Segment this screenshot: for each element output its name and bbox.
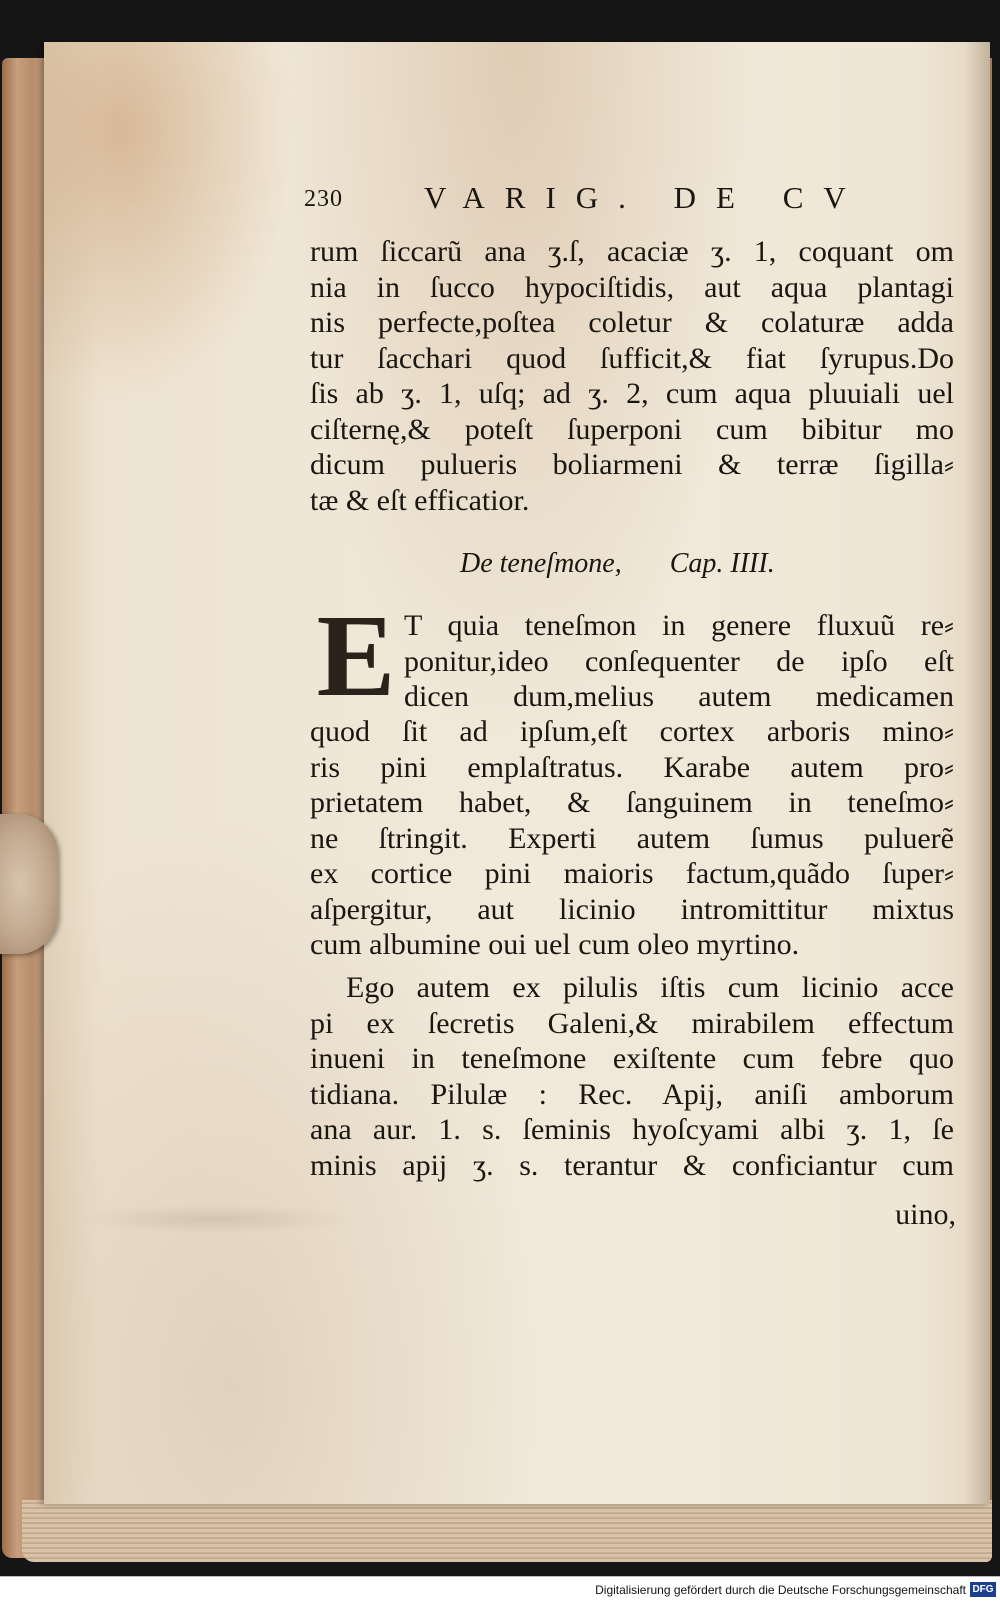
text-line: Ego autem ex pilulis iſtis cum licinio acce bbox=[346, 971, 954, 1004]
running-head bbox=[304, 180, 944, 220]
text-line: ris pini emplaſtratus. Karabe autem pro⸗ bbox=[310, 750, 954, 784]
funding-credit: Digitalisierung gefördert durch die Deutsche Forschungsgemeinschaft bbox=[595, 1583, 966, 1597]
paragraph-block-2 bbox=[310, 714, 954, 963]
page-edges bbox=[22, 1500, 992, 1562]
paragraph-block-2-beside-initial bbox=[404, 608, 954, 715]
text-area bbox=[304, 42, 970, 1302]
text-line: T quia teneſmon in genere fluxuũ re⸗ bbox=[404, 609, 954, 642]
text-line: ſis ab ʒ. 1, uſq; ad ʒ. 2, cum aqua pluuiali uel bbox=[310, 377, 954, 410]
text-line: prietatem habet, & ſanguinem in teneſmo⸗ bbox=[310, 786, 954, 819]
text-line: ana aur. 1. s. ſeminis hyoſcyami albi ʒ. 1, ſe bbox=[310, 1113, 954, 1146]
text-line: aſpergitur, aut licinio intromittitur mixtus bbox=[310, 892, 954, 926]
chapter-number: Cap. IIII. bbox=[669, 548, 775, 579]
running-title: VARIG. DE CV bbox=[424, 180, 866, 215]
text-line: rum ſiccarũ ana ʒ.ſ, acaciæ ʒ. 1, coquant om bbox=[310, 235, 954, 268]
text-line: quod ſit ad ipſum,eſt cortex arboris mino⸗ bbox=[310, 715, 954, 748]
text-line: tæ & eſt efficatior. bbox=[310, 483, 530, 517]
chapter-heading bbox=[460, 548, 880, 580]
page-number: 230 bbox=[304, 186, 343, 212]
catchword: uino, bbox=[895, 1198, 956, 1231]
text-line: tur ſacchari quod ſufficit,& fiat ſyrupus.Do bbox=[310, 341, 954, 375]
chapter-title: De teneſmone, bbox=[460, 548, 622, 579]
text-line: ex cortice pini maioris factum,quãdo ſuper⸗ bbox=[310, 857, 954, 890]
book-page bbox=[44, 42, 990, 1504]
digitization-footer bbox=[0, 1576, 1000, 1605]
text-line: ciſternę,& poteſt ſuperponi cum bibitur mo bbox=[310, 412, 954, 446]
text-line: nis perfecte,poſtea coletur & colaturæ adda bbox=[310, 306, 954, 339]
text-line: ne ſtringit. Experti autem ſumus puluerẽ bbox=[310, 821, 954, 855]
drop-cap-initial: E bbox=[316, 590, 396, 721]
text-line: tidiana. Pilulæ : Rec. Apij, aniſi amborum bbox=[310, 1077, 954, 1111]
text-line: cum albumine oui uel cum oleo myrtino. bbox=[310, 928, 800, 961]
text-line: minis apij ʒ. s. terantur & conficiantur cum bbox=[310, 1148, 954, 1182]
paragraph-block-3 bbox=[310, 970, 954, 1183]
text-line: ponitur,ideo conſequenter de ipſo eſt bbox=[404, 644, 954, 678]
holding-thumb bbox=[0, 814, 58, 954]
text-line: inueni in teneſmone exiſtente cum febre quo bbox=[310, 1042, 954, 1075]
text-line: dicen dum,melius autem medicamen bbox=[404, 680, 954, 713]
text-line: dicum pulueris boliarmeni & terræ ſigilla⸗ bbox=[310, 448, 954, 481]
text-line: pi ex ſecretis Galeni,& mirabilem effectum bbox=[310, 1006, 954, 1040]
paragraph-block-1 bbox=[310, 234, 954, 518]
dfg-logo: DFG bbox=[970, 1582, 996, 1597]
text-line: nia in ſucco hypociſtidis, aut aqua plantagi bbox=[310, 270, 954, 304]
